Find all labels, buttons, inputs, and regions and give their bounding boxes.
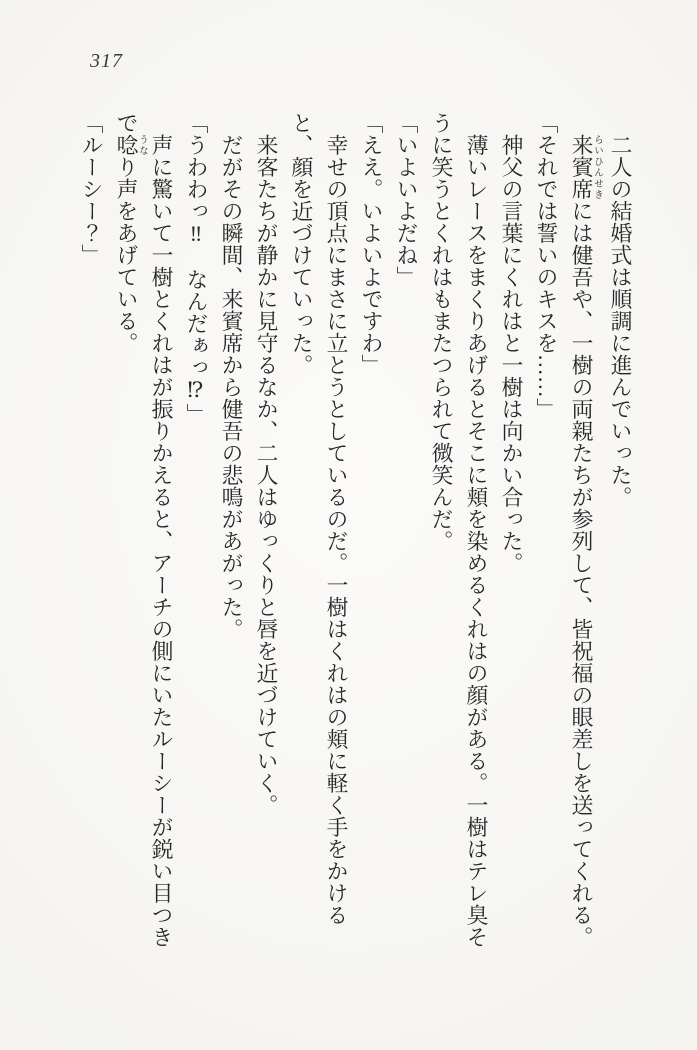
paragraph: 二人の結婚式は順調に進んでいった。 <box>608 134 632 508</box>
page-number: 317 <box>90 50 123 72</box>
paragraph: 神父の言葉にくれはと一樹は向かい合った。 <box>499 134 523 574</box>
paragraph: 「いよいよだね」 <box>394 112 418 288</box>
paragraph: 声に驚いて一樹とくれはが振りかえると、アーチの側にいたルーシーが鋭い目つきで唸 うなり声をあげている。 <box>114 112 173 948</box>
paragraph: 「それでは誓いのキスを……」 <box>534 112 558 420</box>
paragraph: 幸せの頂点にまさに立とうとしているのだ。一樹はくれはの頬に軽く手をかけると、顔を近づけていった。 <box>289 112 348 926</box>
paragraph: 薄いレースをまくりあげるとそこに頬を染めるくれはの顔がある。一樹はテレ臭そうに笑うとくれはもまたつられて微笑んだ。 <box>429 112 488 948</box>
paragraph: 「ええ。いよいよですわ」 <box>359 112 383 376</box>
paragraph: 来客たちが静かに見守るなか、二人はゆっくりと唇を近づけていく。 <box>254 134 278 816</box>
furigana-ruby: 来賓席 らいひんせき <box>569 134 602 200</box>
paragraph: 「ルーシー？」 <box>79 112 103 266</box>
paragraph: 来賓席 らいひんせきには健吾や、一樹の両親たちが参列して、皆祝福の眼差しを送ってくれる。 <box>569 134 602 948</box>
paragraph: だがその瞬間、来賓席から健吾の悲鳴があがった。 <box>219 134 243 640</box>
text-block <box>73 112 637 950</box>
paragraph: 「うわわっ‼ なんだぁっ⁉」 <box>184 112 208 426</box>
furigana-ruby: 唸 うな <box>114 134 147 156</box>
